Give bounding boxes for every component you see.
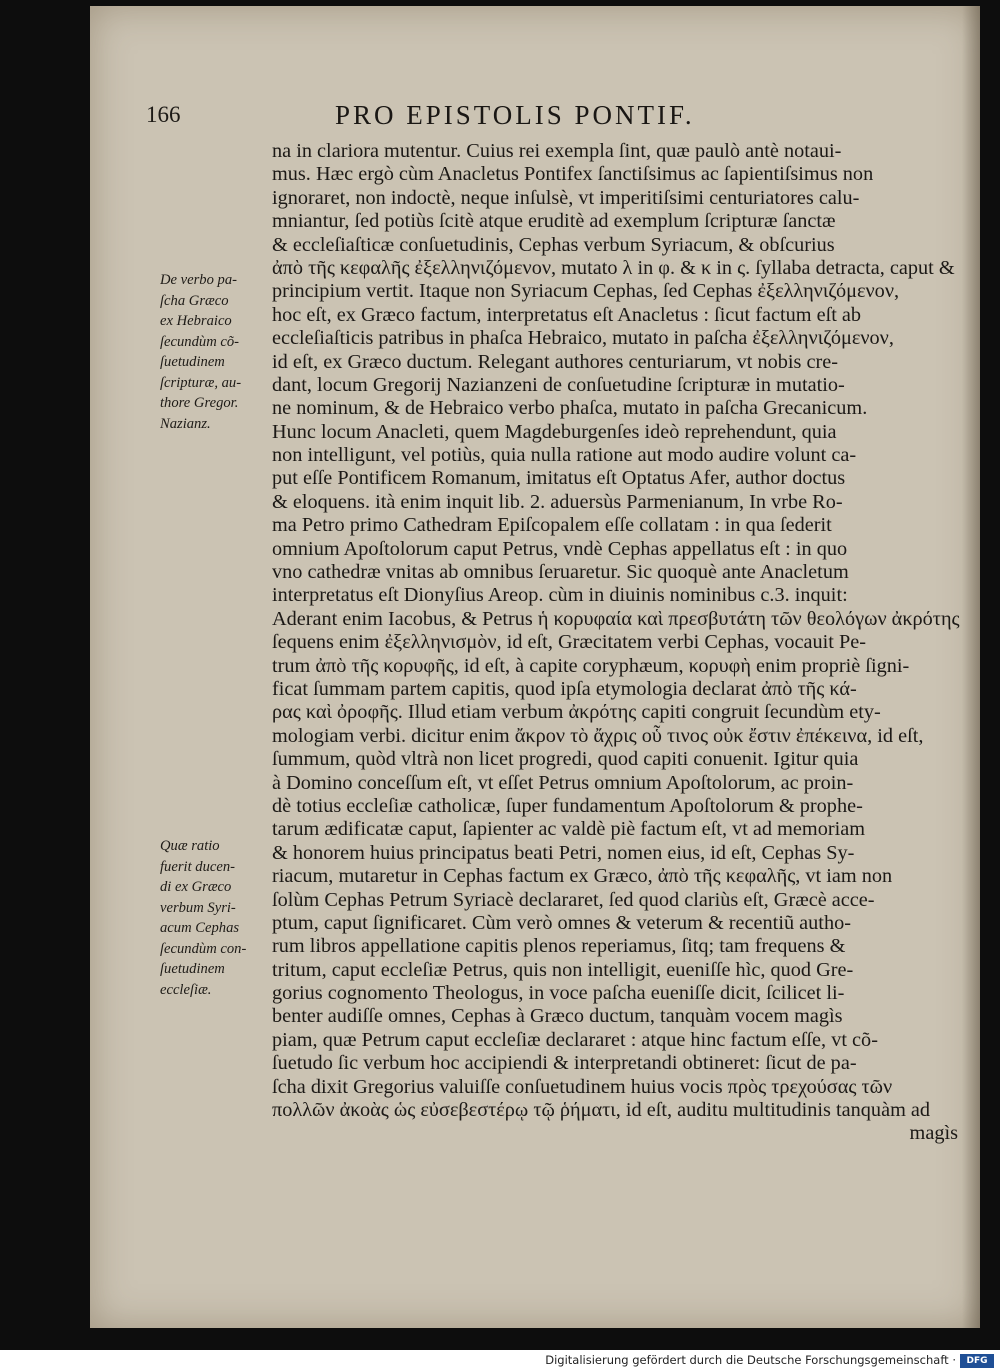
margin-note-line: eccleſiæ. xyxy=(160,981,212,998)
main-text-block xyxy=(272,140,972,1146)
text-line: ficat ſummam partem capitis, quod ipſa etymologia declarat ἀπὸ τῆς κά- xyxy=(272,677,857,700)
text-line: ne nominum, & de Hebraico verbo phaſca, mutato in paſcha Grecanicum. xyxy=(272,397,868,420)
text-line: ἀπὸ τῆς κεφαλῆς ἐξελληνιζόμενον, mutato λ in φ. & κ in ς. ſyllaba detracta, caput & xyxy=(272,256,955,279)
text-line: mus. Hæc ergò cùm Anacletus Pontifex ſanctiſsimus ac ſapientiſsimus non xyxy=(272,163,874,186)
text-line: vno cathedræ vnitas ab omnibus ſeruaretur. Sic quoquè ante Anacletum xyxy=(272,561,849,584)
digitization-footer xyxy=(0,1350,1000,1372)
margin-note-line: ſcha Græco xyxy=(160,292,229,309)
margin-note-line: ſecundùm con- xyxy=(160,940,247,957)
text-line: trum ἀπὸ τῆς κορυφῆς, id eſt, à capite coryphæum, κορυφὴ enim propriè ſigni- xyxy=(272,654,910,677)
text-line: rum libros appellatione capitis plenos reperiamus, ſitq; tam frequens & xyxy=(272,935,846,958)
margin-note-line: Nazianz. xyxy=(160,415,211,432)
text-line: dant, locum Gregorij Nazianzeni de conſuetudine ſcripturæ in mutatio- xyxy=(272,373,845,396)
text-line: & eccleſiaſticæ conſuetudinis, Cephas verbum Syriacum, & obſcurius xyxy=(272,233,835,256)
text-line: tarum ædificatæ caput, ſapienter ac valdè piè factum eſt, vt ad memoriam xyxy=(272,818,865,841)
running-head: PRO EPISTOLIS PONTIF. xyxy=(335,100,695,130)
text-line: Aderant enim Iacobus, & Petrus ἡ κορυφαία καὶ πρεσβυτάτη τῶν θεολόγων ἀκρότης xyxy=(272,607,960,630)
text-line: ſequens enim ἐξελληνισμὸν, id eſt, Græcitatem verbi Cephas, vocauit Pe- xyxy=(272,631,867,654)
text-line: ſolùm Cephas Petrum Syriacè declararet, ſed quod clariùs eſt, Græcè acce- xyxy=(272,888,875,911)
margin-note-line: thore Gregor. xyxy=(160,395,239,411)
text-line: mniantur, ſed potiùs ſcitè atque eruditè ad exemplum ſcripturæ ſanctæ xyxy=(272,210,836,233)
text-line: riacum, mutaretur in Cephas factum ex Græco, ἀπὸ τῆς κεφαλῆς, vt iam non xyxy=(272,865,893,888)
text-line: dè totius eccleſiæ catholicæ, ſuper fundamentum Apoſtolorum & prophe- xyxy=(272,794,863,817)
text-line: à Domino conceſſum eſt, vt eſſet Petrus omnium Apoſtolorum, ac proin- xyxy=(272,771,854,794)
text-line: ſuetudo ſic verbum hoc accipiendi & interpretandi obtineret: ſicut de pa- xyxy=(272,1052,857,1075)
margin-note-line: De verbo pa- xyxy=(160,272,237,288)
text-line: interpretatus eſt Dionyſius Areop. cùm in diuinis nominibus c.3. inquit: xyxy=(272,584,848,607)
text-line: put eſſe Pontificem Romanum, imitatus eſt Optatus Afer, author doctus xyxy=(272,467,846,490)
catchword: magìs xyxy=(909,1122,958,1145)
margin-note-line: ſuetudinem xyxy=(160,354,225,370)
text-line: πολλῶν ἀκοὰς ὡς εὐσεβεστέρῳ τῷ ῥήματι, id eſt, auditu multitudinis tanquàm ad xyxy=(272,1099,931,1122)
margin-note-line: verbum Syri- xyxy=(160,899,236,916)
page-number: 166 xyxy=(146,102,181,127)
text-line: id eſt, ex Græco ductum. Relegant authores centuriarum, vt nobis cre- xyxy=(272,350,839,373)
page-header xyxy=(146,100,870,136)
margin-note-line: di ex Græco xyxy=(160,879,232,895)
text-line: & honorem huius principatus beati Petri, nomen eius, id eſt, Cephas Sy- xyxy=(272,841,855,864)
dfg-logo-icon: DFG xyxy=(960,1354,994,1368)
text-line: eccleſiaſticis patribus in phaſca Hebraico, mutato in paſcha ἐξελληνιζόμενον, xyxy=(272,327,894,350)
text-line: gorius cognomento Theologus, in voce paſcha eueniſſe dicit, ſcilicet li- xyxy=(272,982,845,1005)
margin-note-line: ſuetudinem xyxy=(160,961,225,977)
margin-note-gregory-nazianzen xyxy=(160,270,272,434)
text-line: ignoraret, non indoctè, neque inſulsè, vt imperitiſsimi centuriatores calu- xyxy=(272,186,860,209)
margin-note-line: acum Cephas xyxy=(160,920,240,936)
text-line: hoc eſt, ex Græco factum, interpretatus eſt Anacletus : ſicut factum eſt ab xyxy=(272,303,862,326)
text-line: ptum, caput ſignificaret. Cùm verò omnes & veterum & recentiũ autho- xyxy=(272,911,851,934)
margin-note-line: Quæ ratio xyxy=(160,838,220,854)
text-line: Hunc locum Anacleti, quem Magdeburgenſes ideò reprehendunt, quia xyxy=(272,420,837,443)
text-line: tritum, caput eccleſiæ Petrus, quis non intelligit, eueniſſe hìc, quod Gre- xyxy=(272,958,854,981)
text-line: omnium Apoſtolorum caput Petrus, vndè Cephas appellatus eſt : in quo xyxy=(272,537,848,560)
text-line: na in clariora mutentur. Cuius rei exempla ſint, quæ paulò antè notaui- xyxy=(272,140,842,162)
text-line: ρας καὶ ὀροφῆς. Illud etiam verbum ἀκρότης capiti congruit ſecundùm ety- xyxy=(272,701,881,724)
text-line: mologiam verbi. dicitur enim ἄκρον τὸ ἄχρις οὗ τινος οὐκ ἔστιν ἐπέκεινα, id eſt, xyxy=(272,724,924,747)
text-line: & eloquens. ità enim inquit lib. 2. aduersùs Parmenianum, In vrbe Ro- xyxy=(272,490,843,513)
text-line: benter audiſſe omnes, Cephas à Græco ductum, tanquàm vocem magìs xyxy=(272,1005,843,1028)
text-line: ſcha dixit Gregorius valuiſſe conſuetudinem huius vocis πρὸς τρεχούσας τῶν xyxy=(272,1075,893,1098)
margin-note-line: fuerit ducen- xyxy=(160,858,235,875)
text-line: principium vertit. Itaque non Syriacum Cephas, ſed Cephas ἐξελληνιζόμενον, xyxy=(272,280,900,303)
text-line: non intelligunt, vel potiùs, quia nulla ratione aut modo audire volunt ca- xyxy=(272,444,857,467)
footer-credit-text: Digitalisierung gefördert durch die Deutsche Forschungsgemeinschaft · xyxy=(545,1353,956,1367)
margin-note-line: ſecundùm cõ- xyxy=(160,333,240,350)
margin-note-cephas-reason xyxy=(160,836,272,1000)
margin-note-line: ſcripturæ, au- xyxy=(160,374,242,391)
margin-note-line: ex Hebraico xyxy=(160,313,232,329)
text-line: ſummum, quòd vltrà non licet progredi, quod capiti conuenit. Igitur quia xyxy=(272,748,859,771)
text-line: piam, quæ Petrum caput eccleſiæ declararet : atque hinc factum eſſe, vt cõ- xyxy=(272,1028,878,1051)
text-line: ma Petro primo Cathedram Epiſcopalem eſſe collatam : in qua ſederit xyxy=(272,514,832,537)
